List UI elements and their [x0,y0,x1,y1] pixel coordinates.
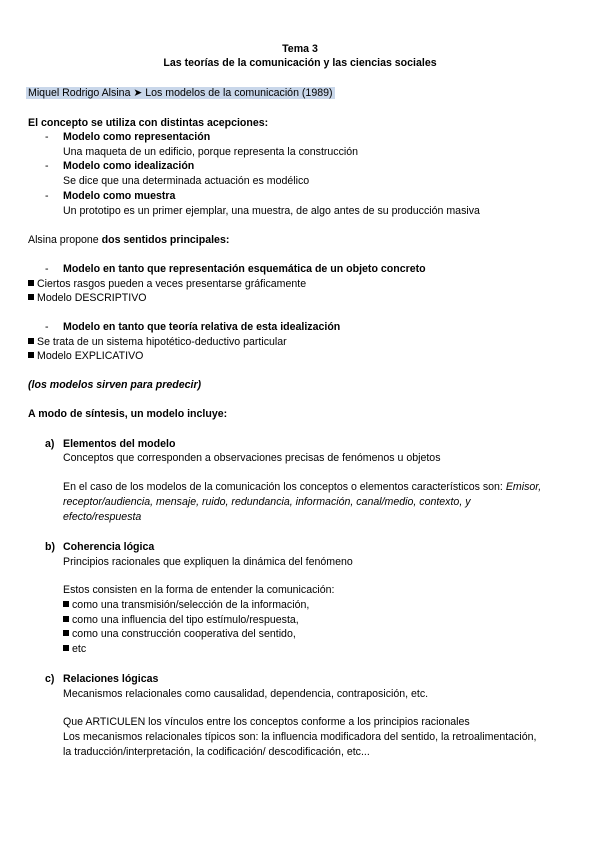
elements-paragraph: En el caso de los modelos de la comunicación los conceptos o elementos característicos son: Emisor, [63,481,542,493]
sense-bullet: Ciertos rasgos pueden a veces presentarse gráficamente [28,278,306,291]
relations-paragraph: Que ARTICULEN los vínculos entre los conceptos conforme a los principios racionales [63,716,470,728]
square-bullet-icon [63,630,69,636]
topic-number: Tema 3 [282,43,318,55]
elements-paragraph-cont: receptor/audiencia, mensaje, ruido, redundancia, información, canal/medio, contexto, y [63,496,471,508]
dash-marker: - [45,263,49,275]
square-bullet-icon [63,645,69,651]
models-note: (los modelos sirven para predecir) [28,379,202,391]
dash-marker: - [45,321,49,333]
square-bullet-icon [63,616,69,622]
square-bullet-icon [28,338,34,344]
sense-bullet: Modelo EXPLICATIVO [28,350,143,363]
concept-heading: El concepto se utiliza con distintas acepciones: [28,117,269,129]
concept-item-desc: Un prototipo es un primer ejemplar, una muestra, de algo antes de su producción masiva [63,205,480,217]
relations-paragraph-cont: Los mecanismos relacionales típicos son: la influencia modificadora del sentido, la retroalimentación, [63,731,537,743]
square-bullet-icon [28,352,34,358]
coherence-bullet: como una influencia del tipo estímulo/respuesta, [63,614,299,627]
concept-item-title: Modelo como idealización [63,160,195,172]
coherence-paragraph: Estos consisten en la forma de entender la comunicación: [63,584,335,596]
alsina-intro-bold: dos sentidos principales: [101,234,230,246]
alsina-intro [28,234,229,247]
section-desc: Principios racionales que expliquen la dinámica del fenómeno [63,556,353,568]
alsina-intro-plain: Alsina propone [28,234,102,246]
list-label: c) [45,673,55,685]
sense-bullet: Se trata de un sistema hipotético-deductivo particular [28,336,287,349]
dash-marker: - [45,131,49,143]
document-title: Las teorías de la comunicación y las ciencias sociales [163,57,437,69]
dash-marker: - [45,190,49,202]
source-work: Los modelos de la comunicación (1989) [145,87,333,99]
square-bullet-icon [28,280,34,286]
elements-paragraph-cont: efecto/respuesta [63,511,142,523]
coherence-bullet: como una transmisión/selección de la información, [63,599,309,612]
concept-item-desc: Se dice que una determinada actuación es modélico [63,175,310,187]
sense-title: Modelo en tanto que teoría relativa de esta idealización [63,321,341,333]
sense-title: Modelo en tanto que representación esquemática de un objeto concreto [63,263,426,275]
list-label: a) [45,438,55,450]
list-label: b) [45,541,55,553]
concept-item-title: Modelo como muestra [63,190,176,202]
concept-item-title: Modelo como representación [63,131,211,143]
dash-marker: - [45,160,49,172]
coherence-bullet: como una construcción cooperativa del sentido, [63,628,296,641]
square-bullet-icon [63,601,69,607]
section-title: Relaciones lógicas [63,673,159,685]
source-line [26,87,335,100]
coherence-bullet: etc [63,643,86,656]
synthesis-heading: A modo de síntesis, un modelo incluye: [28,408,228,420]
concept-item-desc: Una maqueta de un edificio, porque representa la construcción [63,146,359,158]
section-title: Elementos del modelo [63,438,176,450]
arrow-icon: ➤ [133,87,143,99]
section-desc: Conceptos que corresponden a observaciones precisas de fenómenos u objetos [63,452,441,464]
source-author: Miquel Rodrigo Alsina [28,87,131,99]
source-highlight [26,87,335,99]
relations-paragraph-cont: la traducción/interpretación, la codificación/ descodificación, etc... [63,746,370,758]
section-desc: Mecanismos relacionales como causalidad, dependencia, contraposición, etc. [63,688,429,700]
sense-bullet: Modelo DESCRIPTIVO [28,292,147,305]
square-bullet-icon [28,294,34,300]
section-title: Coherencia lógica [63,541,155,553]
